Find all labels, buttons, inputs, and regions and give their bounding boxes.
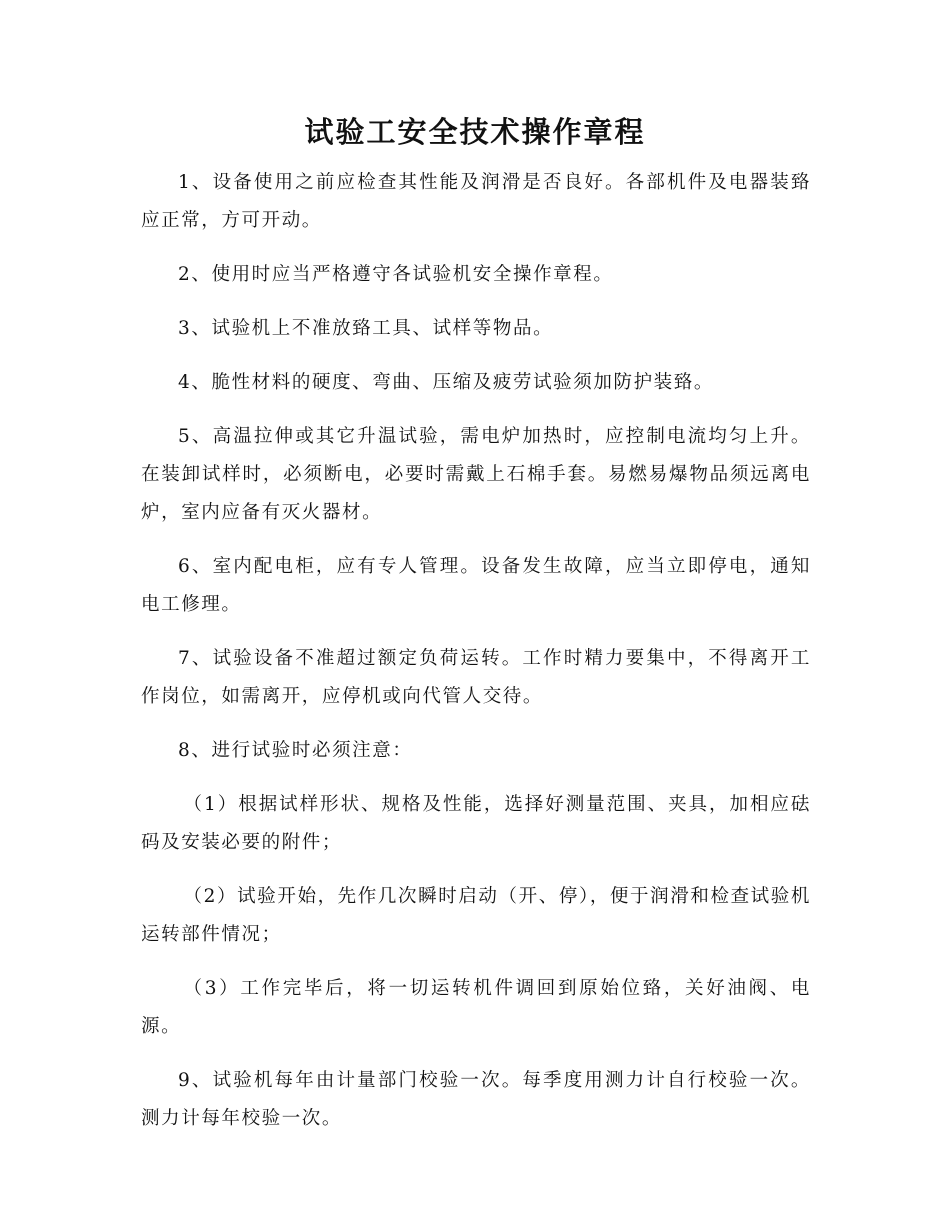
rule-5: 5、高温拉伸或其它升温试验，需电炉加热时，应控制电流均匀上升。在装卸试样时，必须断电，必要时需戴上石棉手套。易燃易爆物品须远离电炉，室内应备有灭火器材。 <box>141 426 811 523</box>
rule-8-item-1: （1）根据试样形状、规格及性能，选择好测量范围、夹具，加相应砝码及安装必要的附件； <box>141 794 811 853</box>
rule-9: 9、试验机每年由计量部门校验一次。每季度用测力计自行校验一次。测力计每年校验一次。 <box>141 1070 811 1129</box>
rule-7: 7、试验设备不准超过额定负荷运转。工作时精力要集中，不得离开工作岗位，如需离开，应停机或向代管人交待。 <box>141 648 811 707</box>
rule-6: 6、室内配电柜，应有专人管理。设备发生故障，应当立即停电，通知电工修理。 <box>141 556 811 615</box>
rule-3: 3、试验机上不准放臵工具、试样等物品。 <box>178 318 554 339</box>
rule-4: 4、脆性材料的硬度、弯曲、压缩及疲劳试验须加防护装臵。 <box>178 372 714 393</box>
document-body <box>141 164 811 1154</box>
rule-8-item-3: （3）工作完毕后，将一切运转机件调回到原始位臵，关好油阀、电源。 <box>141 978 811 1037</box>
document-title: 试验工安全技术操作章程 <box>304 115 646 149</box>
rule-8-item-2: （2）试验开始，先作几次瞬时启动（开、停），便于润滑和检查试验机运转部件情况； <box>141 886 811 945</box>
rule-8: 8、进行试验时必须注意： <box>178 740 413 761</box>
rule-2: 2、使用时应当严格遵守各试验机安全操作章程。 <box>178 264 614 285</box>
rule-1: 1、设备使用之前应检查其性能及润滑是否良好。各部机件及电器装臵应正常，方可开动。 <box>141 172 811 231</box>
